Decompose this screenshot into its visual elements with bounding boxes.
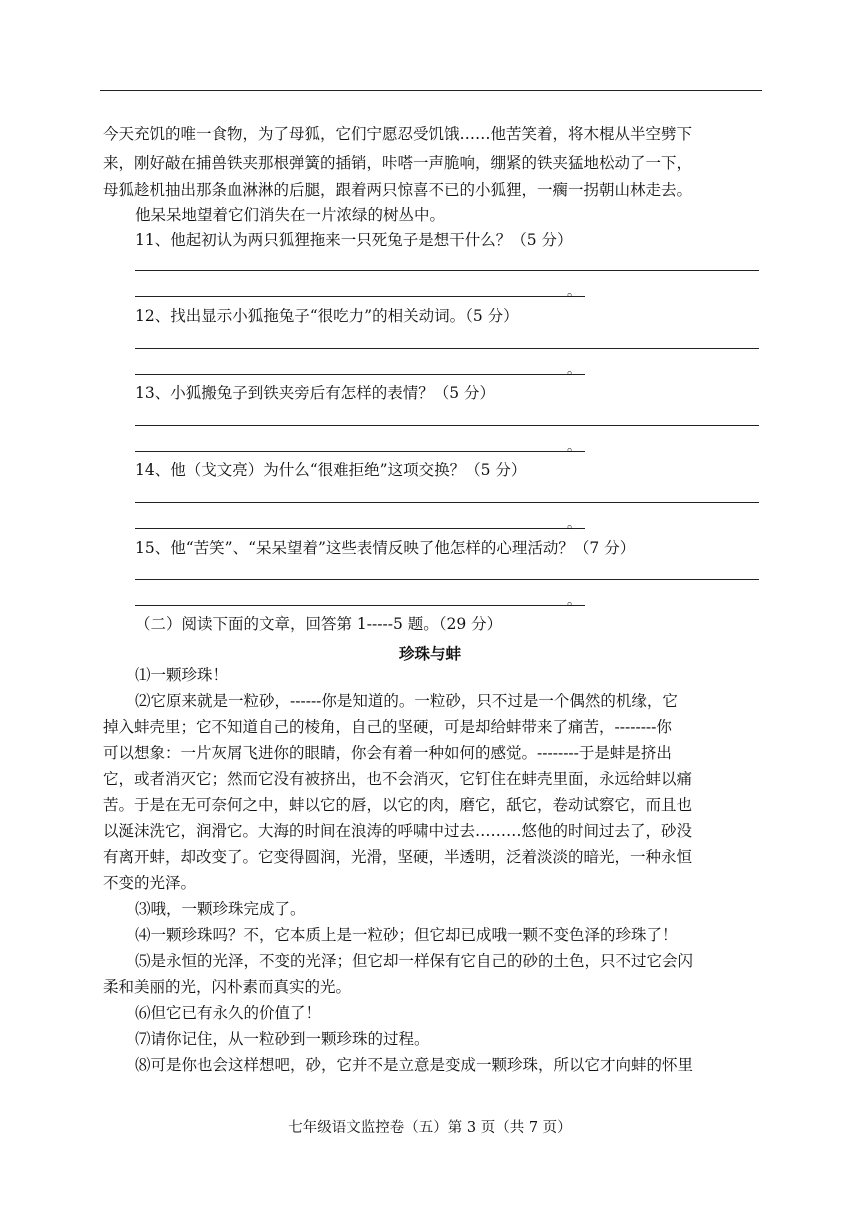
answer-end-mark: 。 (567, 439, 581, 455)
story-line: 母狐趁机抽出那条血淋淋的后腿，跟着两只惊喜不已的小狐狸，一瘸一拐朝山林走去。 (103, 181, 693, 199)
story-line: 他呆呆地望着它们消失在一片浓绿的树丛中。 (135, 206, 446, 224)
answer-line[interactable] (135, 348, 759, 349)
article-title: 珍珠与蚌 (398, 644, 461, 663)
answer-line[interactable] (135, 374, 585, 375)
question-13: 13、小狐搬兔子到铁夹旁后有怎样的表情？（5 分） (135, 384, 496, 402)
article-line: 苦。于是在无可奈何之中，蚌以它的唇，以它的肉，磨它，舐它，卷动试察它，而且也 (103, 796, 693, 814)
question-11: 11、他起初认为两只狐狸拖来一只死兔子是想干什么？（5 分） (135, 231, 573, 249)
page-footer: 七年级语文监控卷（五）第 3 页（共 7 页） (288, 1120, 572, 1136)
article-line: 柔和美丽的光，闪朴素而真实的光。 (103, 978, 352, 996)
answer-line[interactable] (135, 296, 585, 297)
answer-line[interactable] (135, 605, 585, 606)
article-line: ⑶哦，一颗珍珠完成了。 (135, 900, 306, 918)
article-line: ⑴一颗珍珠！ (135, 666, 229, 684)
answer-line[interactable] (135, 528, 585, 529)
question-12: 12、找出显示小狐拖兔子“很吃力”的相关动词。（5 分） (135, 307, 519, 325)
article-line: 不变的光泽。 (103, 874, 197, 892)
article-line: 掉入蚌壳里；它不知道自己的棱角，自己的坚硬，可是却给蚌带来了痛苦，--------你 (103, 718, 672, 736)
article-line: 可以想象：一片灰屑飞进你的眼睛，你会有着一种如何的感觉。--------于是蚌是挤出 (103, 744, 672, 762)
article-line: ⑻可是你也会这样想吧，砂，它并不是立意是变成一颗珍珠，所以它才向蚌的怀里 (135, 1056, 694, 1074)
article-line: ⑵它原来就是一粒砂，------你是知道的。一粒砂，只不过是一个偶然的机缘，它 (135, 692, 678, 710)
article-line: 有离开蚌，却改变了。它变得圆润，光滑，坚硬，半透明，泛着淡淡的暗光，一种永恒 (103, 848, 693, 866)
answer-line[interactable] (135, 579, 759, 580)
header-rule (100, 90, 762, 91)
question-15: 15、他“苦笑”、“呆呆望着”这些表情反映了他怎样的心理活动？（7 分） (135, 539, 636, 557)
article-line: 以涎沫洗它，润滑它。大海的时间在浪涛的呼啸中过去………悠他的时间过去了，砂没 (103, 822, 693, 840)
article-line: ⑹但它已有永久的价值了！ (135, 1004, 322, 1022)
answer-line[interactable] (135, 451, 585, 452)
article-line: ⑺请你记住，从一粒砂到一颗珍珠的过程。 (135, 1030, 430, 1048)
story-line: 今天充饥的唯一食物，为了母狐，它们宁愿忍受饥饿……他苦笑着，将木棍从半空劈下 (103, 125, 693, 143)
story-line: 来，刚好敲在捕兽铁夹那根弹簧的插销，咔嗒一声脆响，绷紧的铁夹猛地松动了一下， (103, 154, 693, 172)
answer-end-mark: 。 (567, 593, 581, 609)
answer-line[interactable] (135, 502, 759, 503)
article-line: ⑸是永恒的光泽，不变的光泽；但它却一样保有它自己的砂的土色，只不过它会闪 (135, 952, 694, 970)
answer-end-mark: 。 (567, 516, 581, 532)
article-line: ⑷一颗珍珠吗？不，它本质上是一粒砂；但它却已成哦一颗不变色泽的珍珠了！ (135, 926, 678, 944)
answer-end-mark: 。 (567, 362, 581, 378)
article-line: 它，或者消灭它；然而它没有被挤出，也不会消灭，它钉住在蚌壳里面，永远给蚌以痛 (103, 770, 693, 788)
answer-line[interactable] (135, 270, 759, 271)
answer-line[interactable] (135, 425, 759, 426)
section-heading: （二）阅读下面的文章，回答第 1-----5 题。（29 分） (135, 615, 503, 633)
question-14: 14、他（戈文亮）为什么“很难拒绝”这项交换？（5 分） (135, 461, 527, 479)
answer-end-mark: 。 (567, 284, 581, 300)
